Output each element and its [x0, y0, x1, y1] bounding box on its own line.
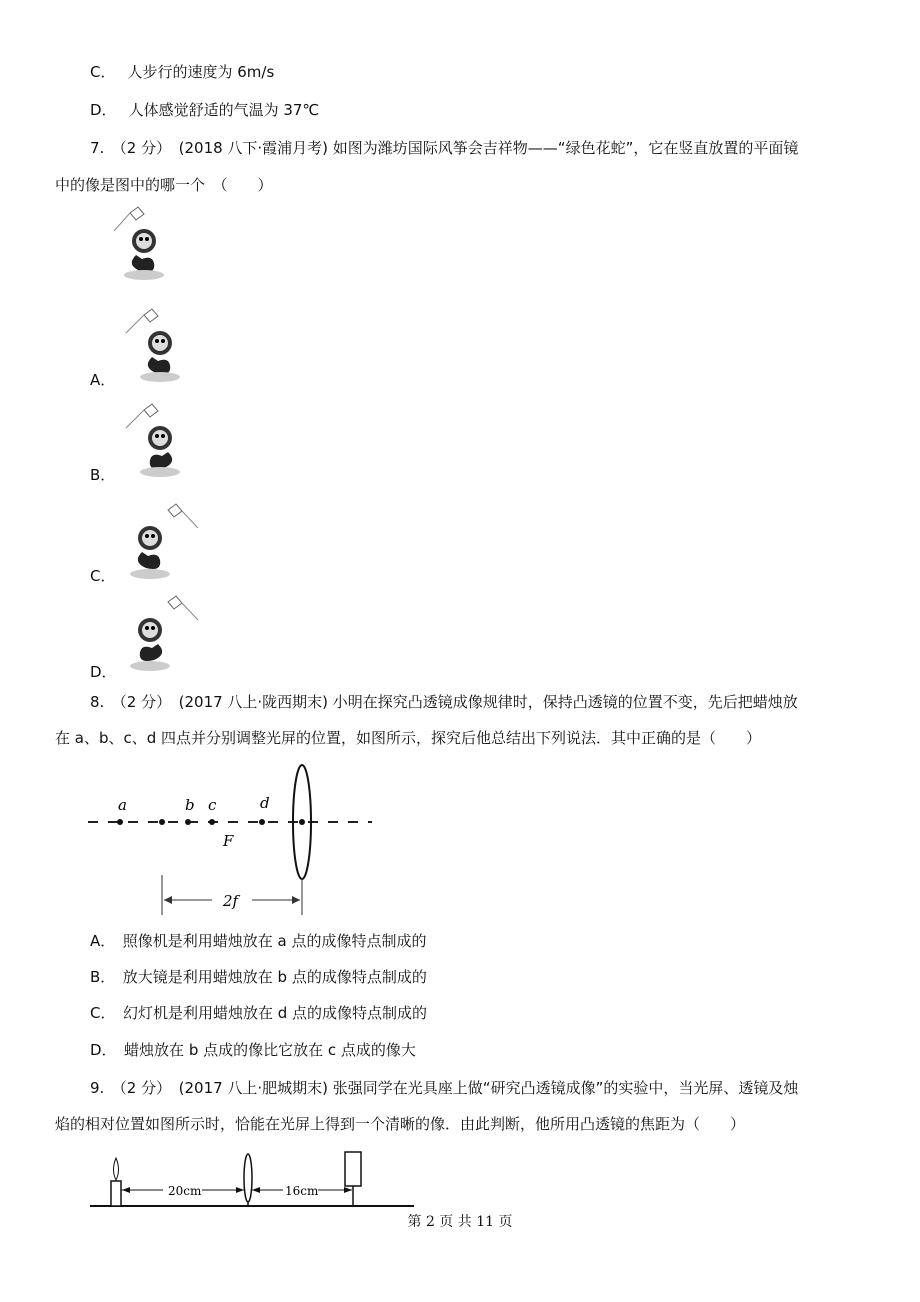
point-a [117, 819, 123, 825]
q8-stem-line2: 在 a、b、c、d 四点并分别调整光屏的位置，如图所示，探究后他总结出下列说法．其中正确的是（ ） [55, 729, 762, 747]
q7-option-c[interactable]: C． [90, 567, 116, 585]
option-label: D． [90, 101, 117, 119]
candle-flame [114, 1158, 119, 1180]
snake-mascot-original [108, 205, 178, 285]
snake-option-c-image[interactable] [118, 500, 203, 585]
q7-stem-line2: 中的像是图中的哪一个 （ ） [55, 176, 273, 194]
q8-option-c[interactable]: C． 幻灯机是利用蜡烛放在 d 点的成像特点制成的 [90, 1004, 428, 1022]
snake-option-a-image[interactable] [118, 305, 198, 385]
snake-option-b-image[interactable] [118, 400, 198, 480]
point-b [185, 819, 191, 825]
page-footer: 第 2 页 共 11 页 [407, 1214, 513, 1230]
candle [111, 1181, 121, 1206]
light-screen [345, 1152, 361, 1186]
q7-stem-line1: 7. （2 分） (2018 八下·霞浦月考) 如图为潍坊国际风筝会吉祥物——“绿色花蛇”，它在竖直放置的平面镜 [90, 139, 799, 157]
label-2f: 2f [223, 892, 239, 910]
q8-option-b[interactable]: B． 放大镜是利用蜡烛放在 b 点的成像特点制成的 [90, 968, 427, 986]
q8-option-d[interactable]: D． 蜡烛放在 b 点成的像比它放在 c 点成的像大 [90, 1041, 416, 1059]
q9-stem-line2: 焰的相对位置如图所示时，恰能在光屏上得到一个清晰的像．由此判断，他所用凸透镜的焦距为（ ） [55, 1115, 746, 1133]
label-d: d [260, 794, 270, 812]
label-focus: F [223, 832, 234, 850]
dist-arrow-1a [122, 1187, 130, 1193]
option-label: C． [90, 63, 116, 81]
dim-arrow-left [164, 896, 172, 904]
q8-option-a[interactable]: A． 照像机是利用蜡烛放在 a 点的成像特点制成的 [90, 932, 427, 950]
dist-arrow-1b [236, 1187, 244, 1193]
dist-arrow-2b [344, 1187, 352, 1193]
q6-option-d[interactable] [90, 100, 319, 120]
dist-label-right: 16cm [285, 1184, 319, 1198]
dist-arrow-2a [252, 1187, 260, 1193]
dist-label-left: 20cm [168, 1184, 202, 1198]
lens-center [299, 819, 305, 825]
point-c [209, 819, 215, 825]
label-c: c [208, 796, 217, 814]
point-2f [159, 819, 165, 825]
q8-stem-line1: 8. （2 分） (2017 八上·陇西期末) 小明在探究凸透镜成像规律时，保持凸透镜的位置不变，先后把蜡烛放 [90, 693, 798, 711]
label-b: b [185, 796, 195, 814]
convex-lens [244, 1154, 252, 1202]
option-text: 人步行的速度为 6m/s [127, 63, 275, 81]
lens-diagram [80, 760, 380, 920]
q6-option-c[interactable] [90, 62, 274, 82]
dim-arrow-right [292, 896, 300, 904]
q9-stem-line1: 9. （2 分） (2017 八上·肥城期末) 张强同学在光具座上做“研究凸透镜成像”的实验中，当光屏、透镜及烛 [90, 1079, 799, 1097]
point-d [259, 819, 265, 825]
q7-option-b[interactable]: B． [90, 466, 116, 484]
q7-option-a[interactable]: A． [90, 371, 116, 389]
snake-option-d-image[interactable] [118, 590, 203, 675]
optical-bench-diagram [88, 1148, 418, 1210]
q7-option-d[interactable]: D． [90, 663, 117, 681]
option-text: 人体感觉舒适的气温为 37℃ [128, 101, 320, 119]
label-a: a [118, 796, 127, 814]
